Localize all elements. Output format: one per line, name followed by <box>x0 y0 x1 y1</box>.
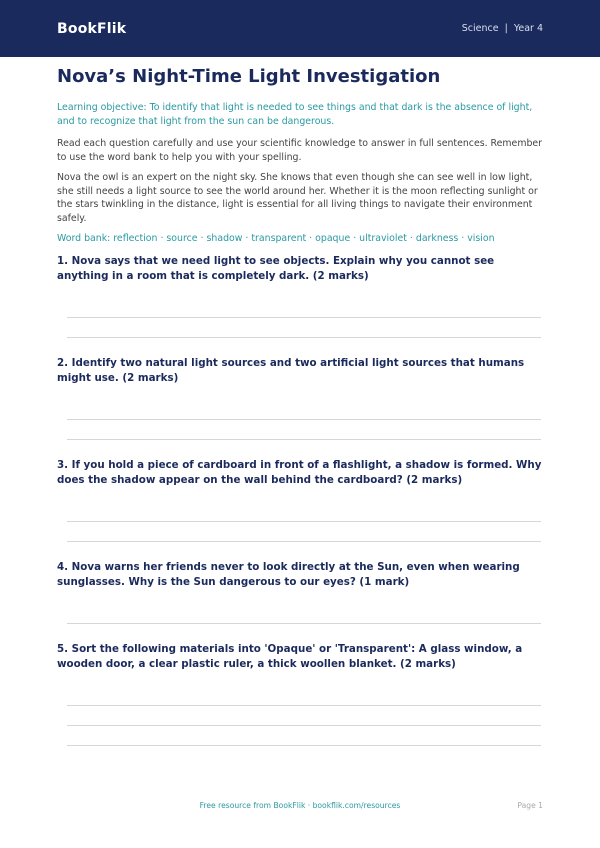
page-title: Nova’s Night-Time Light Investigation <box>57 66 441 87</box>
separator: | <box>504 23 508 34</box>
story-text: Nova the owl is an expert on the night sky. She knows that even though she can see well in low light, she still needs a light source to see the world around her. Whether it is the moon reflecting sunlight or the stars twinkling in the distance, light is essential for all living things to navigate their environment safely. <box>57 172 538 224</box>
answer-line[interactable] <box>67 705 541 706</box>
page-header <box>0 0 600 57</box>
answer-line[interactable] <box>67 745 541 746</box>
subject-year-label <box>462 23 543 34</box>
answer-line[interactable] <box>67 337 541 338</box>
answer-line[interactable] <box>67 725 541 726</box>
year-label: Year 4 <box>513 23 543 34</box>
resource-link[interactable]: Free resource from BookFlik · bookflik.com/resources <box>199 801 401 810</box>
question-5 <box>57 642 543 671</box>
answer-line[interactable] <box>67 419 541 420</box>
word-bank: Word bank: reflection · source · shadow · transparent · opaque · ultraviolet · darkness · vision <box>57 233 495 244</box>
answer-line[interactable] <box>67 541 541 542</box>
worksheet-intro <box>57 66 543 246</box>
question-text: 4. Nova warns her friends never to look directly at the Sun, even when wearing sunglasses. Why is the Sun dangerous to our eyes? (1 mark) <box>57 561 520 588</box>
answer-line[interactable] <box>67 317 541 318</box>
question-2 <box>57 356 543 385</box>
brand-logo-text[interactable]: BookFlik <box>57 20 127 37</box>
learning-objective: Learning objective: To identify that light is needed to see things and that dark is the absence of light, and to recognize that light from the sun can be dangerous. <box>57 102 533 127</box>
instructions-text: Read each question carefully and use your scientific knowledge to answer in full sentences. Remember to use the word bank to help you with your spelling. <box>57 138 543 163</box>
answer-line[interactable] <box>67 623 541 624</box>
question-3 <box>57 458 543 487</box>
question-4 <box>57 560 543 589</box>
question-1 <box>57 254 543 283</box>
page-footer <box>57 801 543 815</box>
answer-line[interactable] <box>67 439 541 440</box>
question-text: 2. Identify two natural light sources and two artificial light sources that humans might use. (2 marks) <box>57 357 525 384</box>
question-text: 1. Nova says that we need light to see objects. Explain why you cannot see anything in a room that is completely dark. (2 marks) <box>57 255 495 282</box>
answer-line[interactable] <box>67 521 541 522</box>
question-text: 5. Sort the following materials into 'Opaque' or 'Transparent': A glass window, a wooden door, a clear plastic ruler, a thick woollen blanket. (2 marks) <box>57 643 523 670</box>
question-text: 3. If you hold a piece of cardboard in front of a flashlight, a shadow is formed. Why does the shadow appear on the wall behind the cardboard? (2 marks) <box>57 459 542 486</box>
subject-label: Science <box>461 23 499 34</box>
page-number: Page 1 <box>517 801 543 810</box>
